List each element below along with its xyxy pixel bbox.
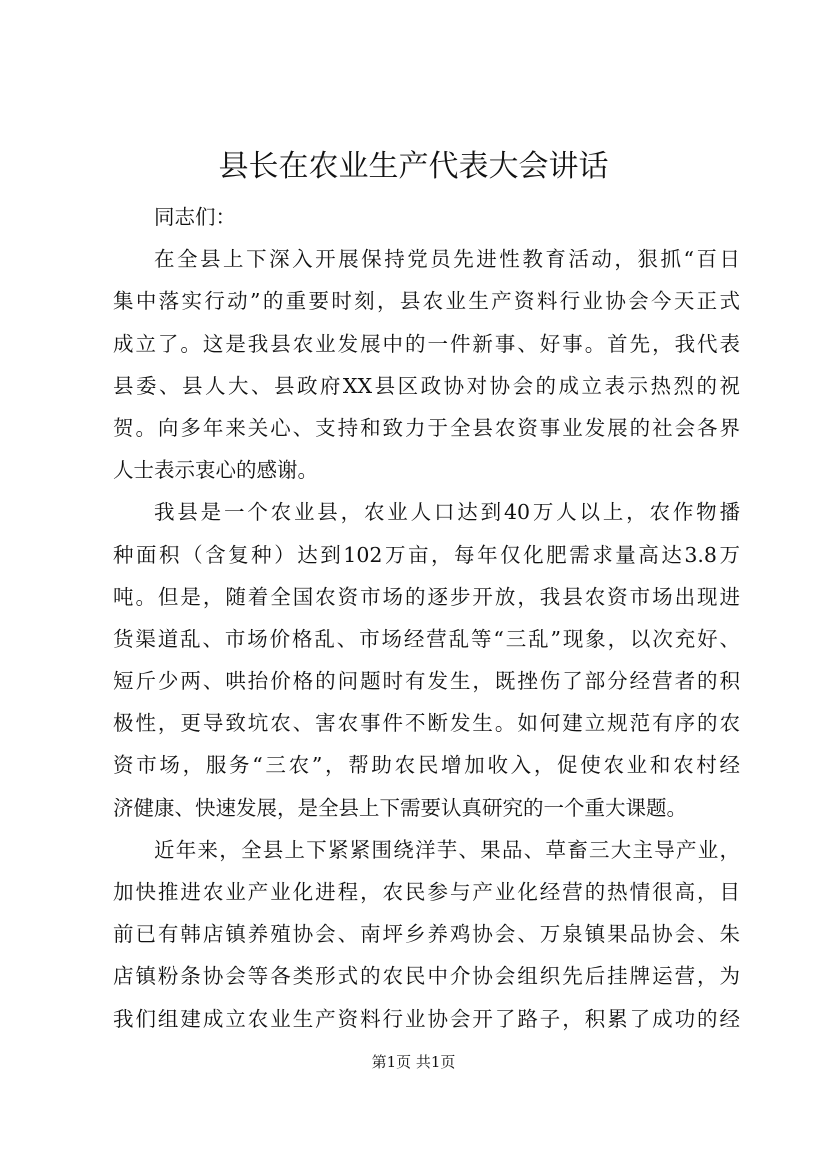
text-line: 成立了。这是我县农业发展中的一件新事、好事。首先，我代表 bbox=[113, 331, 740, 356]
document-title: 县长在农业生产代表大会讲话 bbox=[218, 149, 609, 184]
text-line: 极性，更导致坑农、害农事件不断发生。如何建立规范有序的农 bbox=[113, 711, 740, 736]
text-line: 在全县上下深入开展保持党员先进性教育活动，狠抓“百日 bbox=[154, 247, 740, 272]
text-line: 货渠道乱、市场价格乱、市场经营乱等“三乱”现象，以次充好、 bbox=[113, 626, 740, 651]
text-line: 济健康、快速发展，是全县上下需要认真研究的一个重大课题。 bbox=[113, 795, 687, 820]
text-line: 资市场，服务“三农”，帮助农民增加收入，促使农业和农村经 bbox=[113, 753, 740, 778]
document-body bbox=[113, 196, 740, 1040]
text-line: 县委、县人大、县政府XX县区政协对协会的成立表示热烈的祝 bbox=[113, 373, 740, 398]
text-line: 集中落实行动”的重要时刻，县农业生产资料行业协会今天正式 bbox=[113, 289, 740, 314]
text-line: 近年来，全县上下紧紧围绕洋芋、果品、草畜三大主导产业， bbox=[154, 837, 740, 862]
text-line: 人士表示衷心的感谢。 bbox=[113, 458, 318, 483]
text-line: 种面积（含复种）达到102万亩，每年仅化肥需求量高达3.8万 bbox=[113, 542, 740, 567]
text-line: 加快推进农业产业化进程，农民参与产业化经营的热情很高，目 bbox=[113, 880, 740, 904]
text-line: 前已有韩店镇养殖协会、南坪乡养鸡协会、万泉镇果品协会、朱 bbox=[113, 922, 740, 947]
text-line: 我们组建成立农业生产资料行业协会开了路子，积累了成功的经 bbox=[113, 1006, 740, 1031]
text-line: 短斤少两、哄抬价格的问题时有发生，既挫伤了部分经营者的积 bbox=[113, 669, 740, 694]
text-line: 同志们： bbox=[154, 205, 236, 229]
text-line: 店镇粉条协会等各类形式的农民中介协会组织先后挂牌运营，为 bbox=[113, 964, 740, 989]
text-line: 贺。向多年来关心、支持和致力于全县农资事业发展的社会各界 bbox=[113, 415, 740, 440]
text-line: 吨。但是，随着全国农资市场的逐步开放，我县农资市场出现进 bbox=[113, 584, 740, 609]
text-line: 我县是一个农业县，农业人口达到40万人以上，农作物播 bbox=[154, 500, 740, 525]
page-footer: 第1页 共1页 bbox=[371, 1053, 456, 1071]
